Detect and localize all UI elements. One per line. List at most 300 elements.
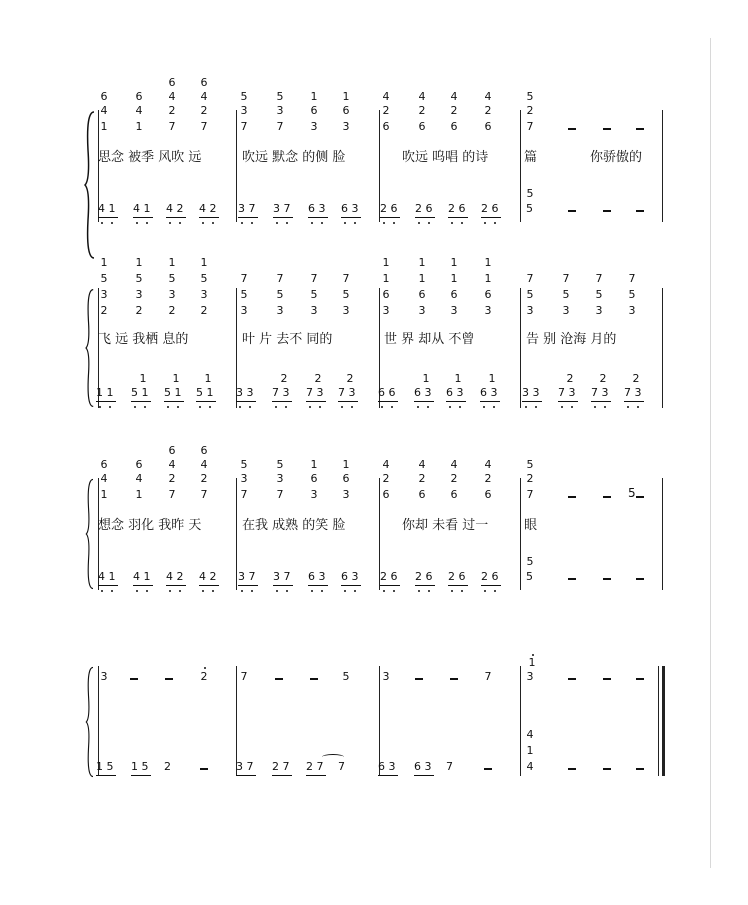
note-digit: 1 bbox=[100, 488, 108, 501]
beam-underline bbox=[306, 775, 326, 776]
beam-underline bbox=[236, 775, 256, 776]
melody-note: 2 bbox=[200, 670, 208, 683]
note-digit: 6 bbox=[450, 120, 458, 133]
note-digit: 2 bbox=[418, 104, 426, 117]
octave-dot bbox=[535, 406, 537, 408]
octave-dot bbox=[286, 590, 288, 592]
bass-pair: 4 1 bbox=[98, 570, 116, 583]
octave-dot bbox=[311, 590, 313, 592]
brace bbox=[84, 666, 96, 778]
octave-dot bbox=[101, 222, 103, 224]
lyric-segment: 篇 bbox=[524, 150, 538, 165]
octave-dot bbox=[101, 590, 103, 592]
note-digit: 5 bbox=[276, 90, 284, 103]
bass-upper-note: 5 bbox=[526, 555, 534, 568]
beam-underline bbox=[591, 401, 611, 402]
octave-dot bbox=[571, 406, 573, 408]
bass-pair: 3 7 bbox=[273, 570, 291, 583]
barline bbox=[520, 666, 521, 776]
note-digit: 3 bbox=[342, 304, 350, 317]
bass-upper-note: 4 bbox=[526, 728, 534, 741]
octave-dot bbox=[167, 406, 169, 408]
beam-underline bbox=[166, 585, 186, 586]
sustain-dash bbox=[130, 678, 138, 680]
octave-dot bbox=[493, 406, 495, 408]
sustain-dash bbox=[310, 678, 318, 680]
note-digit: 5 bbox=[100, 272, 108, 285]
bass-note: 7 bbox=[446, 760, 453, 773]
note-digit: 4 bbox=[200, 90, 208, 103]
note-digit: 6 bbox=[168, 444, 176, 457]
beam-underline bbox=[414, 775, 434, 776]
note-digit: 1 bbox=[382, 256, 390, 269]
note-digit: 1 bbox=[484, 256, 492, 269]
note-digit: 4 bbox=[484, 90, 492, 103]
bass-pair: 7 3 bbox=[558, 386, 576, 399]
lyric-segment: 在我 成熟 的笑 脸 bbox=[242, 518, 346, 533]
sustain-dash bbox=[636, 128, 644, 130]
octave-dot bbox=[532, 654, 534, 656]
note-digit: 6 bbox=[382, 120, 390, 133]
note-digit: 1 bbox=[100, 120, 108, 133]
note-digit: 2 bbox=[382, 472, 390, 485]
bass-pair: 2 6 bbox=[448, 570, 466, 583]
beam-underline bbox=[624, 401, 644, 402]
beam-underline bbox=[98, 585, 118, 586]
beam-underline bbox=[558, 401, 578, 402]
sustain-dash bbox=[636, 768, 644, 770]
lyric-segment: 吹远 默念 的侧 脸 bbox=[242, 150, 346, 165]
bass-pair: 4 2 bbox=[199, 202, 217, 215]
sustain-dash bbox=[568, 578, 576, 580]
octave-dot bbox=[319, 406, 321, 408]
octave-dot bbox=[309, 406, 311, 408]
sustain-dash bbox=[603, 578, 611, 580]
note-digit: 4 bbox=[418, 458, 426, 471]
octave-dot bbox=[321, 222, 323, 224]
note-digit: 3 bbox=[342, 488, 350, 501]
note-digit: 3 bbox=[200, 288, 208, 301]
octave-dot bbox=[494, 590, 496, 592]
barline bbox=[662, 288, 663, 408]
note-digit: 6 bbox=[450, 488, 458, 501]
note-digit: 3 bbox=[526, 304, 534, 317]
octave-dot bbox=[241, 590, 243, 592]
note-digit: 5 bbox=[168, 272, 176, 285]
sustain-dash bbox=[603, 210, 611, 212]
note-digit: 2 bbox=[382, 104, 390, 117]
final-barline bbox=[658, 666, 659, 776]
bass-pair: 4 2 bbox=[166, 202, 184, 215]
sustain-dash bbox=[636, 210, 644, 212]
note-digit: 1 bbox=[100, 256, 108, 269]
beam-underline bbox=[98, 217, 118, 218]
bass-note: 2 7 bbox=[272, 760, 290, 773]
note-digit: 4 bbox=[135, 104, 143, 117]
bass-note: 5 bbox=[526, 202, 533, 215]
octave-dot bbox=[451, 222, 453, 224]
beam-underline bbox=[414, 401, 434, 402]
beam-underline bbox=[306, 401, 326, 402]
sustain-dash bbox=[568, 496, 576, 498]
octave-dot bbox=[381, 406, 383, 408]
note-digit: 7 bbox=[200, 120, 208, 133]
octave-dot bbox=[393, 222, 395, 224]
tie-arc bbox=[322, 754, 344, 760]
octave-dot bbox=[179, 222, 181, 224]
beam-underline bbox=[341, 585, 361, 586]
beam-underline bbox=[238, 217, 258, 218]
note-digit: 7 bbox=[526, 488, 534, 501]
sustain-dash bbox=[484, 768, 492, 770]
note-digit: 2 bbox=[450, 104, 458, 117]
bass-pair: 3 7 bbox=[238, 202, 256, 215]
bass-upper-note: 1 bbox=[422, 372, 430, 385]
note-digit: 1 bbox=[342, 458, 350, 471]
note-digit: 7 bbox=[200, 488, 208, 501]
melody-note: 5 bbox=[628, 486, 636, 500]
note-digit: 3 bbox=[240, 472, 248, 485]
note-digit: 5 bbox=[595, 288, 603, 301]
system-2 bbox=[84, 254, 674, 449]
note-digit: 7 bbox=[562, 272, 570, 285]
note-digit: 3 bbox=[240, 304, 248, 317]
bass-pair: 2 6 bbox=[415, 570, 433, 583]
final-barline-thick bbox=[662, 666, 665, 776]
bass-pair: 6 3 bbox=[414, 386, 432, 399]
octave-dot bbox=[251, 590, 253, 592]
bass-note: 1 5 bbox=[96, 760, 114, 773]
beam-underline bbox=[341, 217, 361, 218]
note-digit: 4 bbox=[484, 458, 492, 471]
bass-pair: 5 1 bbox=[196, 386, 214, 399]
note-digit: 6 bbox=[418, 120, 426, 133]
octave-dot bbox=[627, 406, 629, 408]
note-digit: 2 bbox=[484, 472, 492, 485]
bass-note: 3 7 bbox=[236, 760, 254, 773]
octave-dot bbox=[202, 222, 204, 224]
note-digit: 7 bbox=[240, 120, 248, 133]
octave-dot bbox=[451, 590, 453, 592]
octave-dot bbox=[209, 406, 211, 408]
sustain-dash bbox=[200, 768, 208, 770]
octave-dot bbox=[383, 222, 385, 224]
bass-pair: 6 6 bbox=[378, 386, 396, 399]
beam-underline bbox=[308, 585, 328, 586]
note-digit: 7 bbox=[526, 120, 534, 133]
sustain-dash bbox=[636, 678, 644, 680]
beam-underline bbox=[448, 585, 468, 586]
note-digit: 5 bbox=[310, 288, 318, 301]
note-digit: 5 bbox=[342, 288, 350, 301]
beam-underline bbox=[272, 401, 292, 402]
note-digit: 7 bbox=[240, 272, 248, 285]
bass-pair: 4 2 bbox=[199, 570, 217, 583]
note-digit: 2 bbox=[168, 104, 176, 117]
melody-note: 1 bbox=[528, 656, 536, 669]
octave-dot bbox=[321, 590, 323, 592]
sustain-dash bbox=[636, 496, 644, 498]
note-digit: 7 bbox=[628, 272, 636, 285]
note-digit: 7 bbox=[168, 488, 176, 501]
note-digit: 1 bbox=[135, 120, 143, 133]
note-digit: 6 bbox=[418, 288, 426, 301]
bass-pair: 3 3 bbox=[522, 386, 540, 399]
octave-dot bbox=[179, 590, 181, 592]
bass-note: 6 3 bbox=[414, 760, 432, 773]
note-digit: 1 bbox=[310, 90, 318, 103]
beam-underline bbox=[273, 585, 293, 586]
note-digit: 5 bbox=[562, 288, 570, 301]
bass-pair: 4 1 bbox=[133, 570, 151, 583]
note-digit: 4 bbox=[135, 472, 143, 485]
brace bbox=[84, 288, 96, 408]
octave-dot bbox=[136, 222, 138, 224]
octave-dot bbox=[351, 406, 353, 408]
bass-pair: 7 3 bbox=[591, 386, 609, 399]
note-digit: 1 bbox=[135, 256, 143, 269]
sustain-dash bbox=[603, 678, 611, 680]
octave-dot bbox=[341, 406, 343, 408]
octave-dot bbox=[417, 406, 419, 408]
bass-upper-note: 1 bbox=[139, 372, 147, 385]
beam-underline bbox=[378, 775, 398, 776]
brace bbox=[84, 110, 96, 260]
note-digit: 3 bbox=[342, 120, 350, 133]
beam-underline bbox=[380, 217, 400, 218]
melody-note: 7 bbox=[484, 670, 492, 683]
octave-dot bbox=[241, 222, 243, 224]
note-digit: 4 bbox=[100, 472, 108, 485]
sustain-dash bbox=[636, 578, 644, 580]
bass-note: 1 5 bbox=[131, 760, 149, 773]
note-digit: 2 bbox=[450, 472, 458, 485]
note-digit: 6 bbox=[450, 288, 458, 301]
sustain-dash bbox=[568, 128, 576, 130]
octave-dot bbox=[354, 590, 356, 592]
bass-pair: 3 7 bbox=[238, 570, 256, 583]
note-digit: 3 bbox=[276, 472, 284, 485]
beam-underline bbox=[380, 585, 400, 586]
bass-pair: 6 3 bbox=[446, 386, 464, 399]
note-digit: 3 bbox=[100, 288, 108, 301]
bass-pair: 2 6 bbox=[415, 202, 433, 215]
note-digit: 2 bbox=[526, 472, 534, 485]
bass-pair: 4 2 bbox=[166, 570, 184, 583]
note-digit: 2 bbox=[135, 304, 143, 317]
note-digit: 6 bbox=[100, 458, 108, 471]
note-digit: 1 bbox=[484, 272, 492, 285]
note-digit: 6 bbox=[382, 288, 390, 301]
note-digit: 7 bbox=[240, 488, 248, 501]
note-digit: 6 bbox=[100, 90, 108, 103]
note-digit: 4 bbox=[168, 458, 176, 471]
bass-upper-note: 1 bbox=[526, 744, 534, 757]
bass-pair: 7 3 bbox=[306, 386, 324, 399]
note-digit: 7 bbox=[276, 488, 284, 501]
note-digit: 7 bbox=[276, 272, 284, 285]
bass-note: 2 bbox=[164, 760, 171, 773]
bass-pair: 2 6 bbox=[481, 570, 499, 583]
note-digit: 1 bbox=[342, 90, 350, 103]
note-digit: 6 bbox=[484, 288, 492, 301]
beam-underline bbox=[481, 585, 501, 586]
note-digit: 2 bbox=[200, 472, 208, 485]
octave-dot bbox=[204, 667, 206, 669]
octave-dot bbox=[177, 406, 179, 408]
octave-dot bbox=[383, 590, 385, 592]
note-digit: 2 bbox=[100, 304, 108, 317]
octave-dot bbox=[199, 406, 201, 408]
beam-underline bbox=[196, 401, 216, 402]
beam-underline bbox=[96, 401, 116, 402]
beam-underline bbox=[199, 585, 219, 586]
lyric-segment: 吹远 呜唱 的诗 bbox=[402, 150, 489, 165]
octave-dot bbox=[561, 406, 563, 408]
note-digit: 1 bbox=[135, 488, 143, 501]
octave-dot bbox=[428, 590, 430, 592]
octave-dot bbox=[428, 222, 430, 224]
octave-dot bbox=[109, 406, 111, 408]
note-digit: 3 bbox=[595, 304, 603, 317]
note-digit: 3 bbox=[310, 120, 318, 133]
note-digit: 2 bbox=[526, 104, 534, 117]
note-digit: 7 bbox=[168, 120, 176, 133]
bass-pair: 5 1 bbox=[164, 386, 182, 399]
bass-upper-note: 2 bbox=[632, 372, 640, 385]
note-digit: 7 bbox=[310, 272, 318, 285]
beam-underline bbox=[415, 585, 435, 586]
bass-pair: 3 3 bbox=[236, 386, 254, 399]
note-digit: 1 bbox=[382, 272, 390, 285]
barline bbox=[662, 478, 663, 590]
sustain-dash bbox=[603, 128, 611, 130]
bass-pair: 2 6 bbox=[380, 570, 398, 583]
sustain-dash bbox=[415, 678, 423, 680]
note-digit: 1 bbox=[168, 256, 176, 269]
bass-upper-note: 2 bbox=[346, 372, 354, 385]
note-digit: 3 bbox=[628, 304, 636, 317]
octave-dot bbox=[111, 222, 113, 224]
bass-upper-note: 1 bbox=[172, 372, 180, 385]
note-digit: 6 bbox=[310, 472, 318, 485]
beam-underline bbox=[481, 217, 501, 218]
octave-dot bbox=[594, 406, 596, 408]
note-digit: 6 bbox=[168, 76, 176, 89]
bass-upper-note: 1 bbox=[454, 372, 462, 385]
bass-pair: 2 6 bbox=[380, 202, 398, 215]
system-3 bbox=[84, 440, 674, 635]
octave-dot bbox=[285, 406, 287, 408]
system-1 bbox=[84, 72, 674, 267]
note-digit: 3 bbox=[276, 104, 284, 117]
octave-dot bbox=[459, 406, 461, 408]
note-digit: 7 bbox=[595, 272, 603, 285]
octave-dot bbox=[276, 590, 278, 592]
note-digit: 7 bbox=[526, 272, 534, 285]
octave-dot bbox=[484, 590, 486, 592]
bass-pair: 4 1 bbox=[133, 202, 151, 215]
note-digit: 3 bbox=[562, 304, 570, 317]
octave-dot bbox=[604, 406, 606, 408]
lyric-segment: 眼 bbox=[524, 518, 538, 533]
octave-dot bbox=[418, 222, 420, 224]
bass-pair: 3 7 bbox=[273, 202, 291, 215]
note-digit: 2 bbox=[168, 472, 176, 485]
bass-upper-note: 1 bbox=[204, 372, 212, 385]
sustain-dash bbox=[603, 496, 611, 498]
beam-underline bbox=[448, 217, 468, 218]
beam-underline bbox=[238, 585, 258, 586]
note-digit: 3 bbox=[135, 288, 143, 301]
note-digit: 5 bbox=[276, 458, 284, 471]
bass-pair: 2 6 bbox=[481, 202, 499, 215]
octave-dot bbox=[146, 590, 148, 592]
octave-dot bbox=[146, 222, 148, 224]
note-digit: 2 bbox=[200, 104, 208, 117]
note-digit: 1 bbox=[418, 256, 426, 269]
note-digit: 4 bbox=[168, 90, 176, 103]
note-digit: 6 bbox=[310, 104, 318, 117]
octave-dot bbox=[427, 406, 429, 408]
note-digit: 5 bbox=[135, 272, 143, 285]
note-digit: 4 bbox=[100, 104, 108, 117]
note-digit: 3 bbox=[450, 304, 458, 317]
beam-underline bbox=[522, 401, 542, 402]
note-digit: 6 bbox=[484, 488, 492, 501]
bass-upper-note: 2 bbox=[599, 372, 607, 385]
beam-underline bbox=[446, 401, 466, 402]
bass-pair: 6 3 bbox=[308, 570, 326, 583]
beam-underline bbox=[96, 775, 116, 776]
octave-dot bbox=[494, 222, 496, 224]
note-digit: 1 bbox=[450, 272, 458, 285]
octave-dot bbox=[393, 590, 395, 592]
octave-dot bbox=[249, 406, 251, 408]
note-digit: 4 bbox=[382, 458, 390, 471]
note-digit: 6 bbox=[382, 488, 390, 501]
bass-pair: 6 3 bbox=[341, 570, 359, 583]
note-digit: 5 bbox=[628, 288, 636, 301]
octave-dot bbox=[484, 222, 486, 224]
octave-dot bbox=[136, 590, 138, 592]
octave-dot bbox=[212, 590, 214, 592]
beam-underline bbox=[133, 217, 153, 218]
melody-note: 3 bbox=[526, 670, 534, 683]
octave-dot bbox=[275, 406, 277, 408]
lyric-segment: 世 界 却从 不曾 bbox=[384, 332, 475, 347]
lyric-segment: 你骄傲的 bbox=[590, 150, 643, 165]
melody-note: 7 bbox=[240, 670, 248, 683]
beam-underline bbox=[131, 775, 151, 776]
barline bbox=[520, 288, 521, 408]
note-digit: 4 bbox=[418, 90, 426, 103]
octave-dot bbox=[461, 590, 463, 592]
bass-note: 5 bbox=[526, 570, 533, 583]
octave-dot bbox=[344, 590, 346, 592]
octave-dot bbox=[354, 222, 356, 224]
bass-note: 4 bbox=[526, 760, 534, 773]
octave-dot bbox=[525, 406, 527, 408]
note-digit: 7 bbox=[342, 272, 350, 285]
note-digit: 6 bbox=[135, 458, 143, 471]
note-digit: 4 bbox=[450, 458, 458, 471]
note-digit: 6 bbox=[342, 472, 350, 485]
note-digit: 6 bbox=[135, 90, 143, 103]
note-digit: 2 bbox=[168, 304, 176, 317]
sustain-dash bbox=[275, 678, 283, 680]
beam-underline bbox=[133, 585, 153, 586]
